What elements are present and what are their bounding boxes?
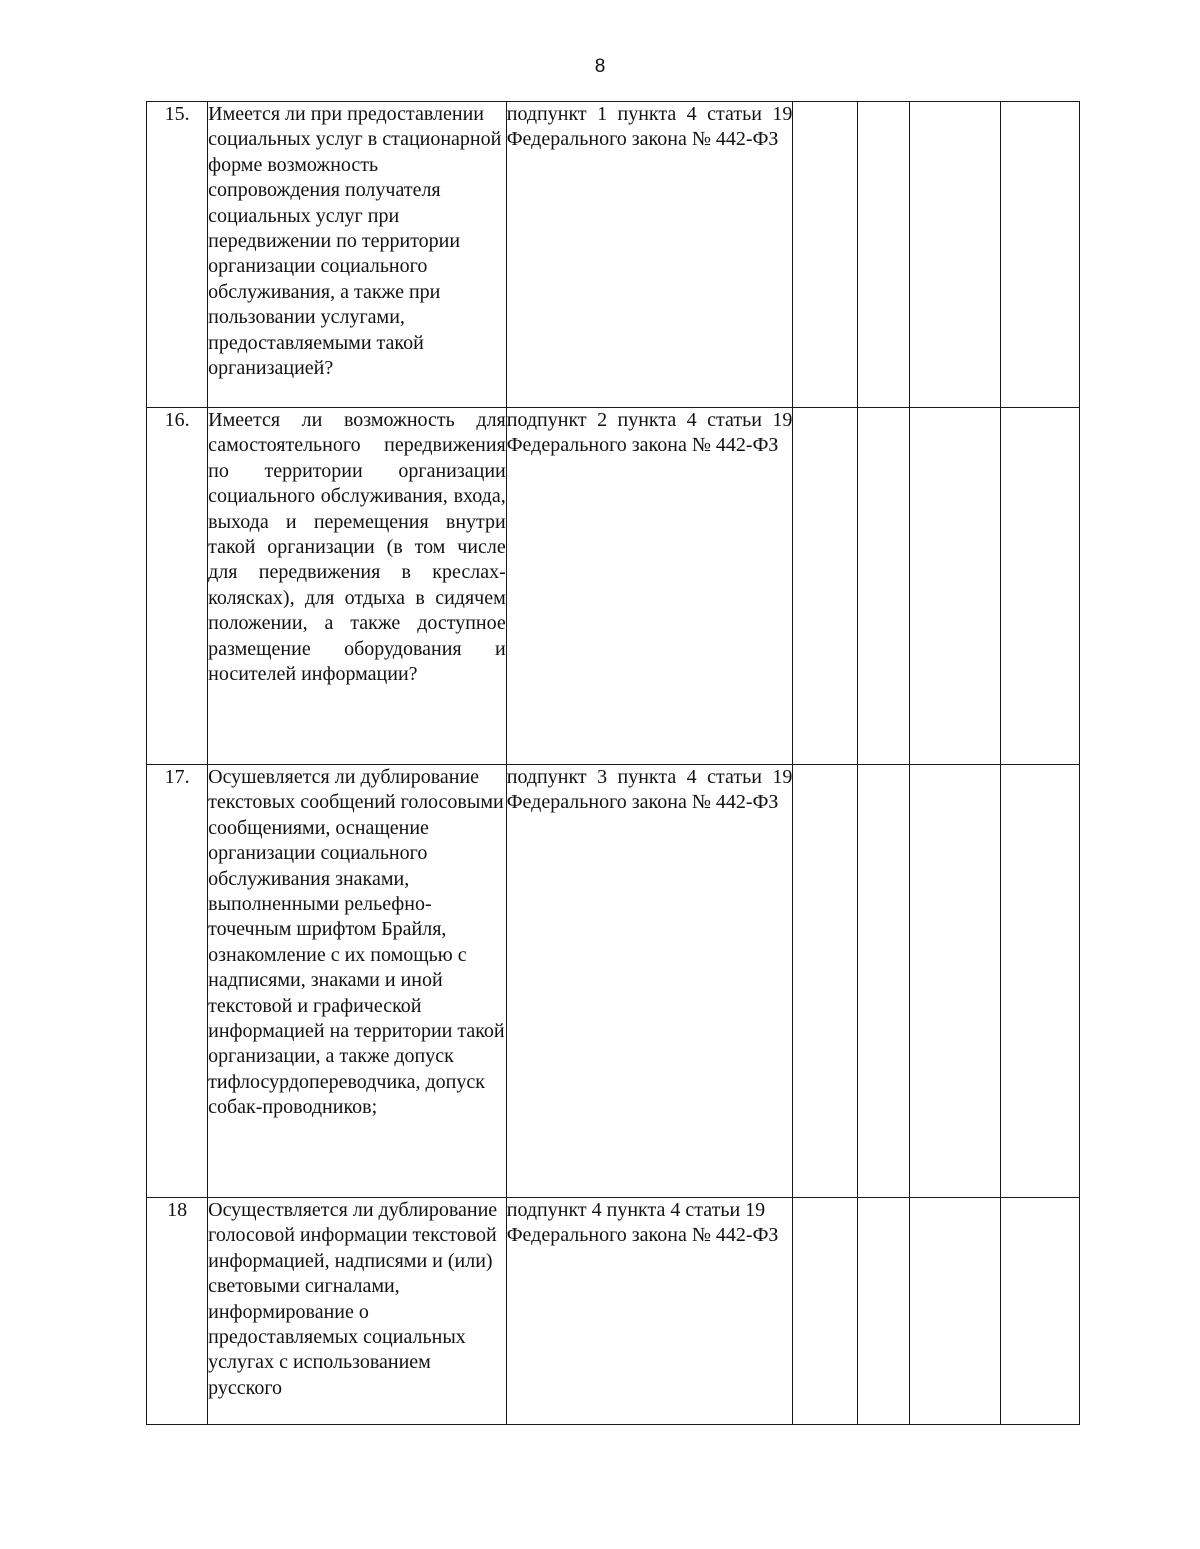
empty-cell [909,765,1000,1198]
empty-cell [858,102,909,408]
table-row [147,1198,1080,1425]
legal-reference-cell: подпункт 1 пункта 4 статьи 19 Федерального закона № 442-ФЗ [506,102,793,408]
checklist-table [146,101,1080,1425]
row-number: 16. [147,408,208,765]
table-row [147,102,1080,408]
row-number: 18 [147,1198,208,1425]
empty-cell [793,408,858,765]
empty-cell [909,408,1000,765]
empty-cell [1000,408,1079,765]
empty-cell [909,1198,1000,1425]
row-number: 17. [147,765,208,1198]
empty-cell [1000,765,1079,1198]
empty-cell [858,1198,909,1425]
question-cell: Имеется ли при предоставлении социальных услуг в стационарной форме возможность сопровождения получателя социальных услуг при передвижении по территории организации социального обслуживания, а также при пользовании услугами, предоставляемыми такой организацией? [208,102,507,408]
empty-cell [793,1198,858,1425]
row-number: 15. [147,102,208,408]
question-cell: Имеется ли возможность для самостоятельного передвижения по территории организации социального обслуживания, входа, выхода и перемещения внутри такой организации (в том числе для передвижения в креслах-колясках), для отдыха в сидячем положении, а также доступное размещение оборудования и носителей информации? [208,408,507,765]
empty-cell [793,765,858,1198]
legal-reference-cell: подпункт 4 пункта 4 статьи 19 Федерального закона № 442-ФЗ [506,1198,793,1425]
empty-cell [1000,1198,1079,1425]
empty-cell [909,102,1000,408]
question-cell: Осуществляется ли дублирование голосовой информации текстовой информацией, надписями и (или) световыми сигналами, информирование о предоставляемых социальных услугах с использованием русского [208,1198,507,1425]
page-number: 8 [594,56,606,77]
legal-reference-cell: подпункт 3 пункта 4 статьи 19 Федерального закона № 442-ФЗ [506,765,793,1198]
empty-cell [858,765,909,1198]
table-row [147,765,1080,1198]
empty-cell [793,102,858,408]
table-row [147,408,1080,765]
empty-cell [858,408,909,765]
empty-cell [1000,102,1079,408]
question-cell: Осушевляется ли дублирование текстовых сообщений голосовыми сообщениями, оснащение организации социального обслуживания знаками, выполненными рельефно-точечным шрифтом Брайля, ознакомление с их помощью с надписями, знаками и иной текстовой и графической информацией на территории такой организации, а также допуск тифлосурдопереводчика, допуск собак-проводников; [208,765,507,1198]
legal-reference-cell: подпункт 2 пункта 4 статьи 19 Федерального закона № 442-ФЗ [506,408,793,765]
